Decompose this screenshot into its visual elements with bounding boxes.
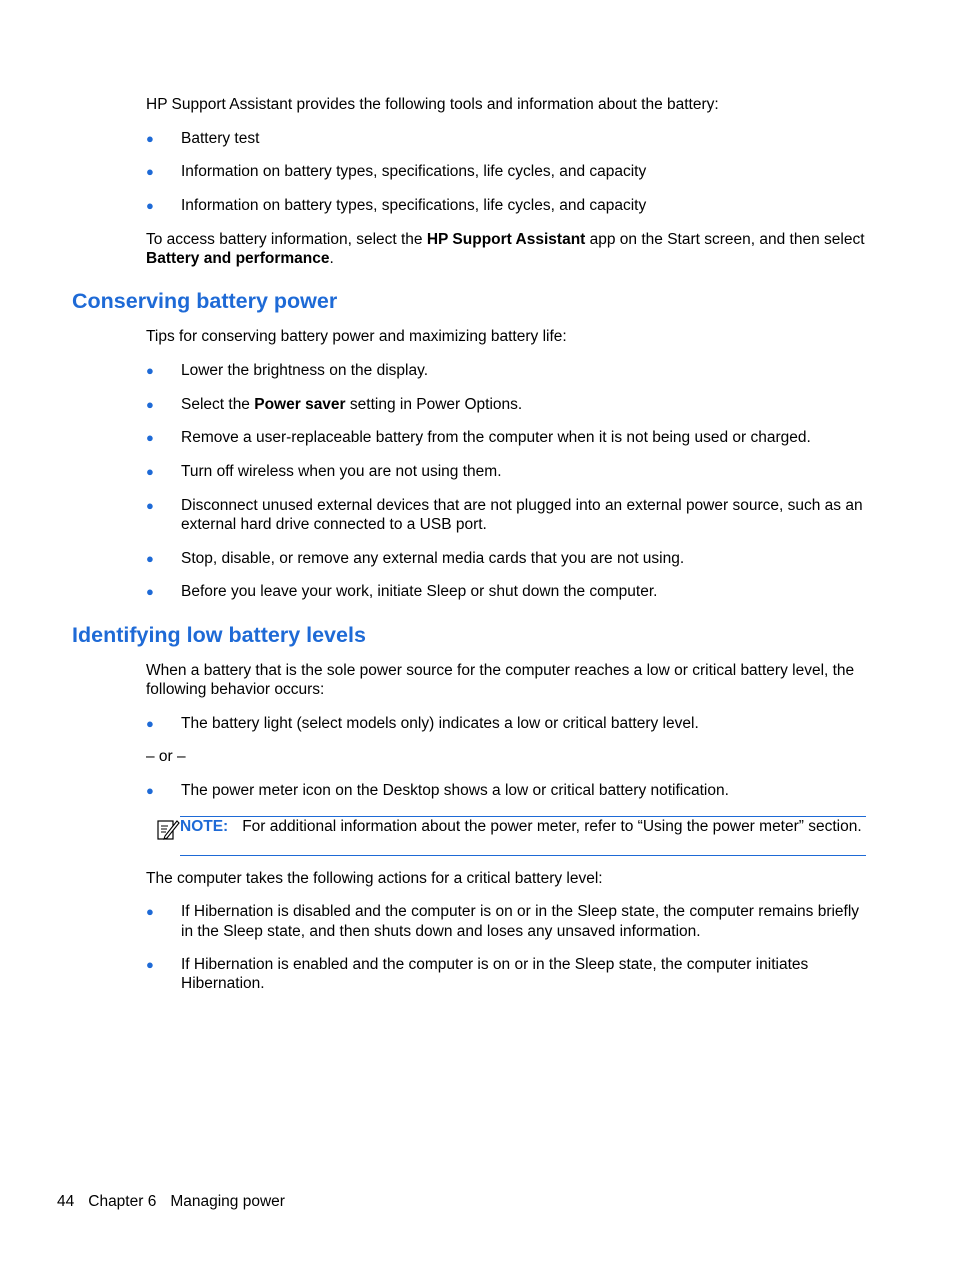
list-item-text: The power meter icon on the Desktop shows a low or critical battery notification. bbox=[181, 782, 729, 799]
list-item-text: Stop, disable, or remove any external media cards that you are not using. bbox=[181, 550, 685, 567]
access-paragraph: To access battery information, select the HP Support Assistant app on the Start screen, and then select Battery and performance. bbox=[146, 231, 865, 267]
chapter-label: Chapter 6 bbox=[88, 1193, 157, 1210]
section-heading-identifying: Identifying low battery levels bbox=[72, 623, 366, 647]
list-item-text: Select the Power saver setting in Power Options. bbox=[181, 396, 523, 413]
list-item-text: Disconnect unused external devices that are not plugged into an external power source, such as an external hard drive connected to a USB port. bbox=[181, 497, 863, 533]
list-item-text: If Hibernation is enabled and the computer is on or in the Sleep state, the computer initiates Hibernation. bbox=[181, 956, 809, 992]
list-item-text: Lower the brightness on the display. bbox=[181, 362, 429, 379]
bullet-icon: ● bbox=[146, 397, 154, 412]
or-separator: – or – bbox=[146, 748, 186, 765]
chapter-title: Managing power bbox=[170, 1193, 285, 1210]
bullet-icon: ● bbox=[146, 430, 154, 445]
identifying-intro: When a battery that is the sole power source for the computer reaches a low or critical battery level, the following behavior occurs: bbox=[146, 662, 855, 698]
note-pencil-icon bbox=[156, 817, 180, 841]
bullet-icon: ● bbox=[146, 464, 154, 479]
intro-paragraph: HP Support Assistant provides the following tools and information about the battery: bbox=[146, 96, 719, 113]
bullet-icon: ● bbox=[146, 164, 154, 179]
list-item-text: Battery test bbox=[181, 130, 260, 147]
note-box bbox=[180, 816, 866, 856]
conserving-intro: Tips for conserving battery power and maximizing battery life: bbox=[146, 328, 567, 345]
bullet-icon: ● bbox=[146, 131, 154, 146]
bullet-icon: ● bbox=[146, 498, 154, 513]
page-number: 44 bbox=[57, 1193, 75, 1210]
critical-intro: The computer takes the following actions for a critical battery level: bbox=[146, 870, 603, 887]
list-item-text: Before you leave your work, initiate Sleep or shut down the computer. bbox=[181, 583, 658, 600]
list-item-text: Turn off wireless when you are not using them. bbox=[181, 463, 502, 480]
list-item-text: If Hibernation is disabled and the computer is on or in the Sleep state, the computer remains briefly in the Sleep state, and then shuts down and loses any unsaved information. bbox=[181, 903, 860, 940]
list-item-text: Information on battery types, specifications, life cycles, and capacity bbox=[181, 197, 647, 214]
bullet-icon: ● bbox=[146, 904, 154, 919]
section-heading-conserving: Conserving battery power bbox=[72, 289, 338, 313]
bullet-icon: ● bbox=[146, 783, 154, 798]
list-item-text: The battery light (select models only) indicates a low or critical battery level. bbox=[181, 715, 699, 732]
bullet-icon: ● bbox=[146, 198, 154, 213]
bullet-icon: ● bbox=[146, 551, 154, 566]
note-label: NOTE: bbox=[180, 818, 229, 835]
bullet-icon: ● bbox=[146, 957, 154, 972]
list-item-text: Information on battery types, specifications, life cycles, and capacity bbox=[181, 163, 647, 180]
page-footer bbox=[57, 1192, 299, 1211]
bullet-icon: ● bbox=[146, 716, 154, 731]
bullet-icon: ● bbox=[146, 363, 154, 378]
note-text: For additional information about the power meter, refer to “Using the power meter” section. bbox=[242, 818, 862, 835]
bullet-icon: ● bbox=[146, 584, 154, 599]
list-item-text: Remove a user-replaceable battery from the computer when it is not being used or charged. bbox=[181, 429, 811, 446]
